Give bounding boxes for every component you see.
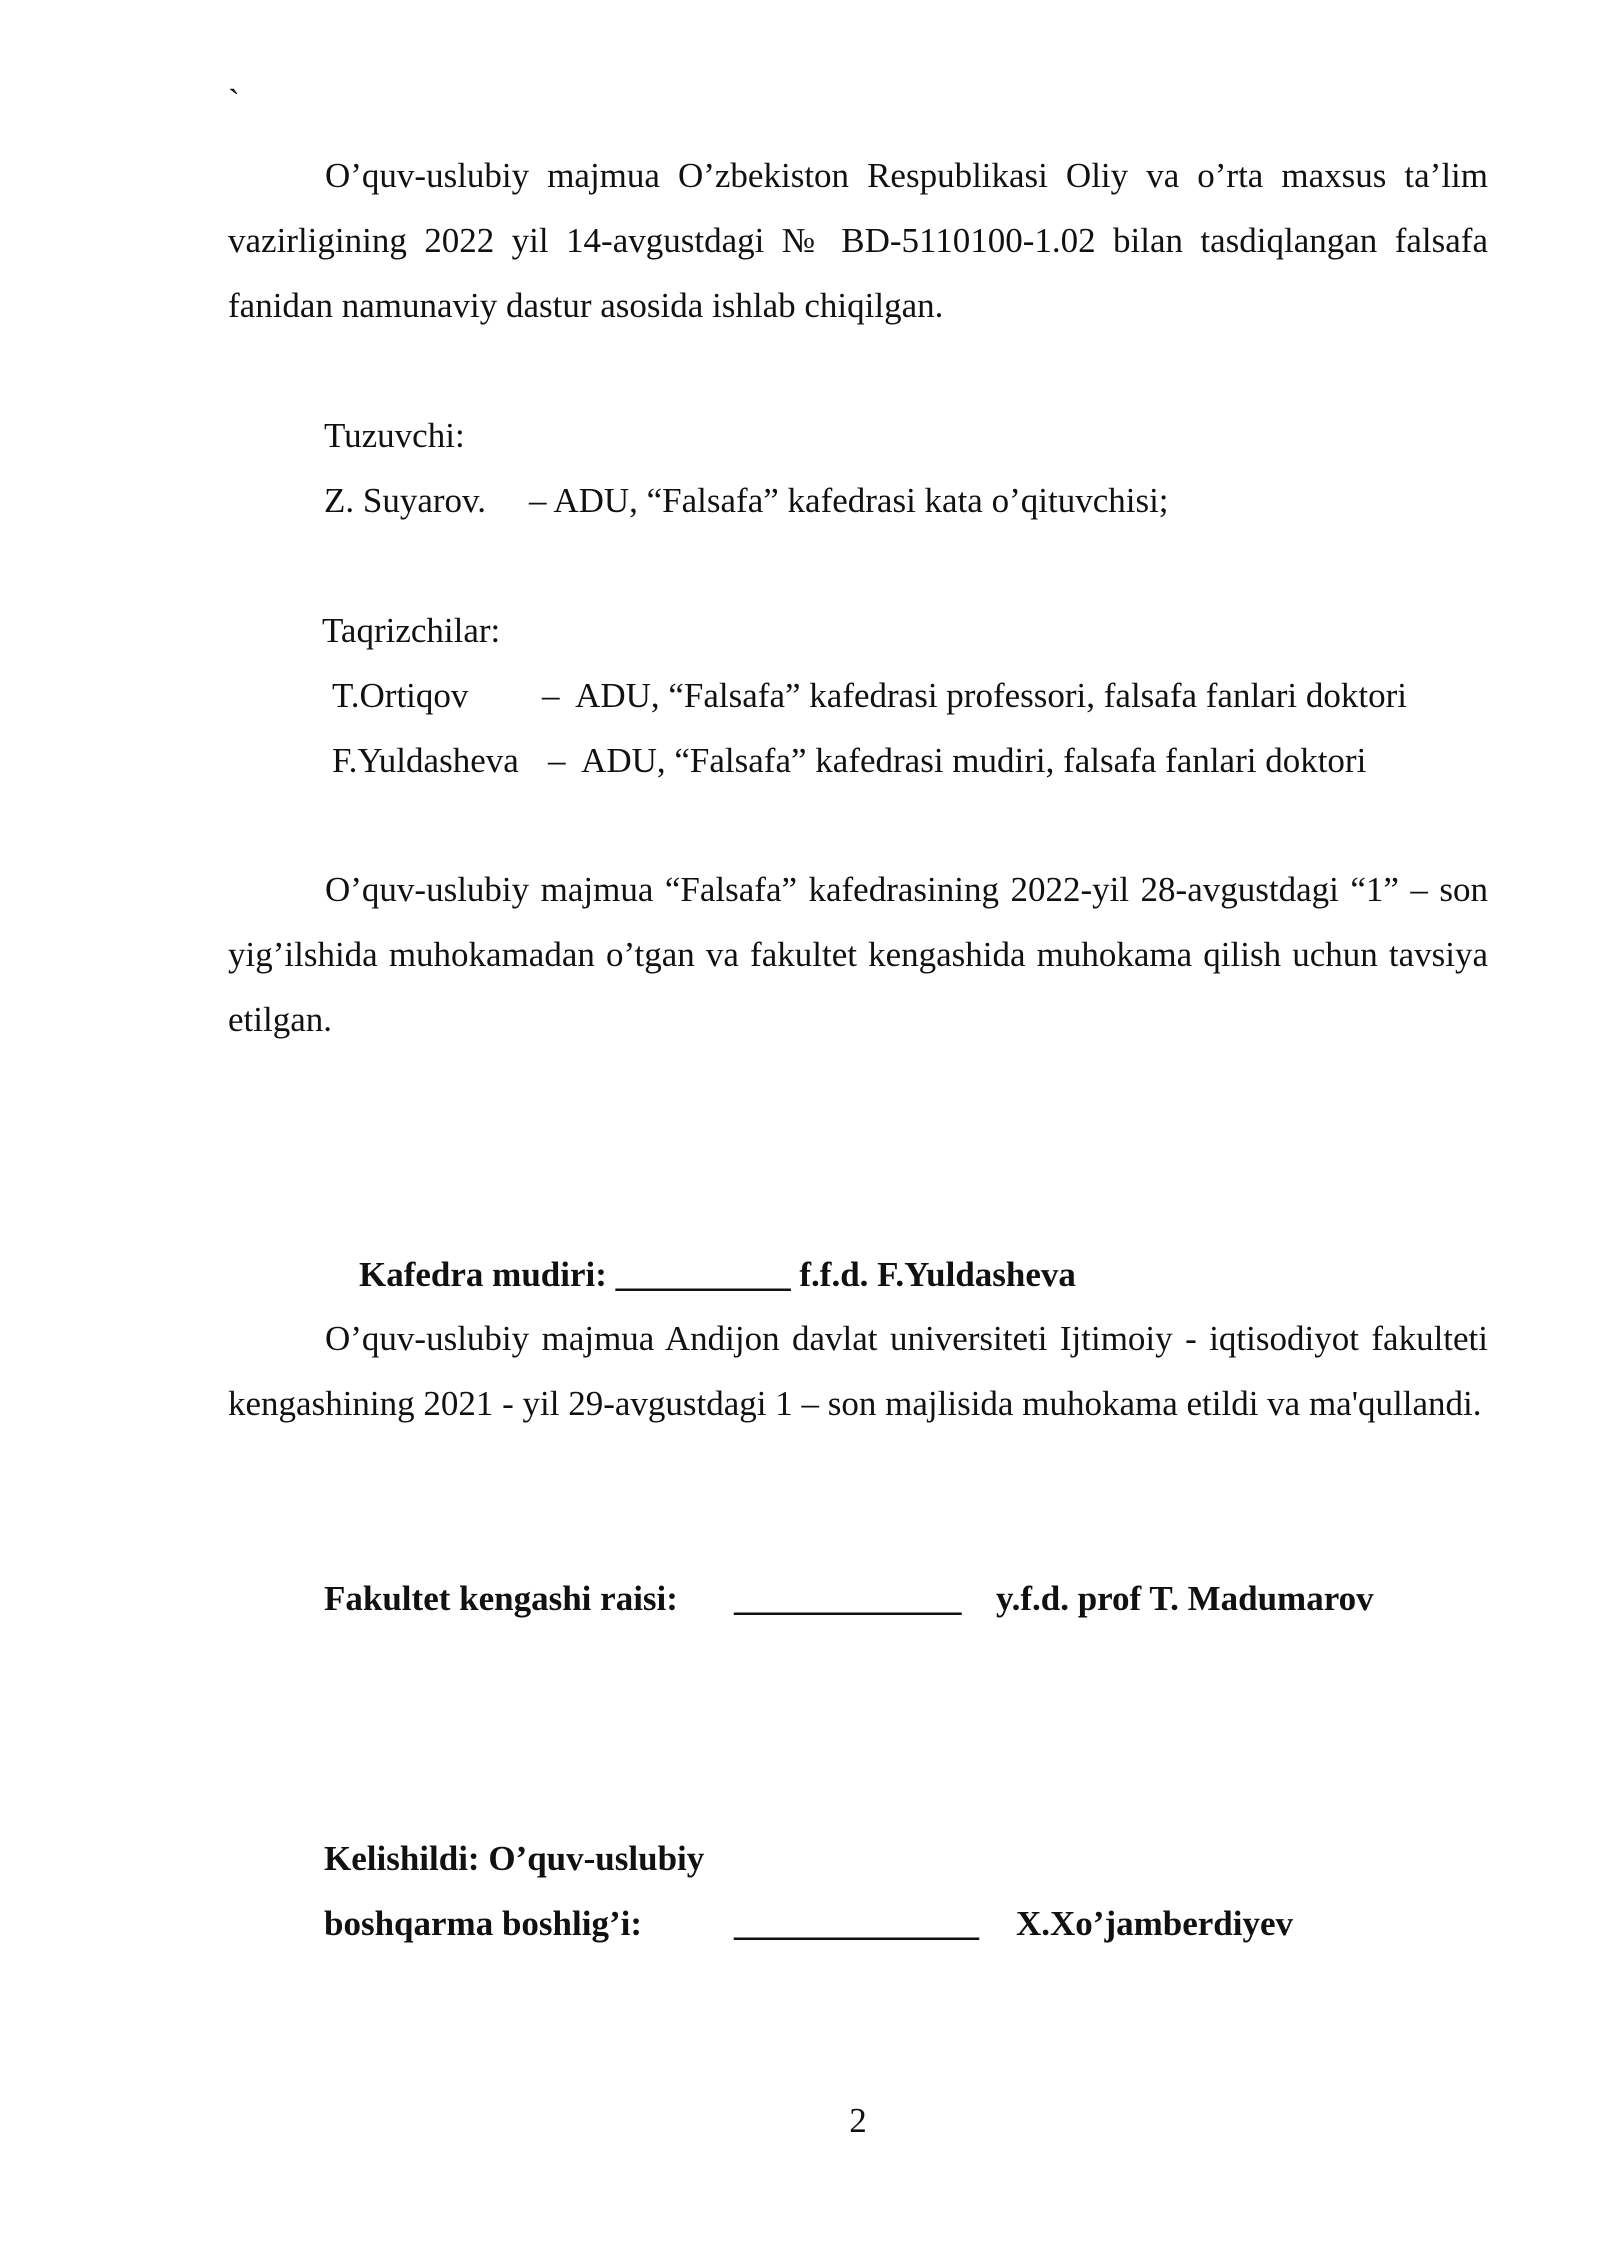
compiler-role: – ADU, “Falsafa” kafedrasi kata o’qituvchisi; — [529, 481, 1169, 520]
intro-paragraph: O’quv-uslubiy majmua O’zbekiston Respublikasi Oliy va o’rta maxsus ta’lim vazirligining 2022 yil 14-avgustdagi № BD-5110100-1.02 bilan tasdiqlangan falsafa fanidan namunaviy dastur asosida ishlab chiqilgan. — [228, 156, 1488, 325]
agreed-position-label: boshqarma boshlig’i: — [324, 1904, 642, 1943]
department-paragraph: O’quv-uslubiy majmua “Falsafa” kafedrasining 2022-yil 28-avgustdagi “1” – son yig’ilshida muhokamadan o’tgan va fakultet kengashida muhokama qilish uchun tavsiya etilgan. — [228, 870, 1488, 1039]
signature-line: ______________ — [734, 1904, 979, 1943]
agreed-label: Kelishildi: O’quv-uslubiy — [324, 1839, 705, 1878]
page-number: 2 — [849, 2101, 867, 2140]
reviewer-name: F.Yuldasheva — [332, 741, 519, 780]
faculty-chair-name: y.f.d. prof T. Madumarov — [996, 1579, 1374, 1618]
department-head-name: f.f.d. F.Yuldasheva — [799, 1255, 1076, 1294]
signature-line: _____________ — [734, 1579, 962, 1618]
agreed-name: X.Xo’jamberdiyev — [1016, 1904, 1294, 1943]
signature-line: __________ — [615, 1255, 791, 1294]
reviewers-heading: Taqrizchilar: — [322, 611, 501, 650]
faculty-paragraph: O’quv-uslubiy majmua Andijon davlat universiteti Ijtimoiy - iqtisodiyot fakulteti kengashining 2021 - yil 29-avgustdagi 1 – son majlisida muhokama etildi va ma'qullandi. — [228, 1319, 1488, 1423]
reviewer-role: – ADU, “Falsafa” kafedrasi professori, falsafa fanlari doktori — [542, 676, 1407, 715]
reviewer-role: – ADU, “Falsafa” kafedrasi mudiri, falsafa fanlari doktori — [548, 741, 1367, 780]
compiler-heading: Tuzuvchi: — [324, 416, 465, 455]
compiler-name: Z. Suyarov. — [324, 481, 487, 520]
reviewer-name: T.Ortiqov — [332, 676, 469, 715]
faculty-chair-label: Fakultet kengashi raisi: — [324, 1579, 678, 1618]
department-head-label: Kafedra mudiri: — [359, 1255, 607, 1294]
stray-mark: ` — [228, 82, 240, 121]
